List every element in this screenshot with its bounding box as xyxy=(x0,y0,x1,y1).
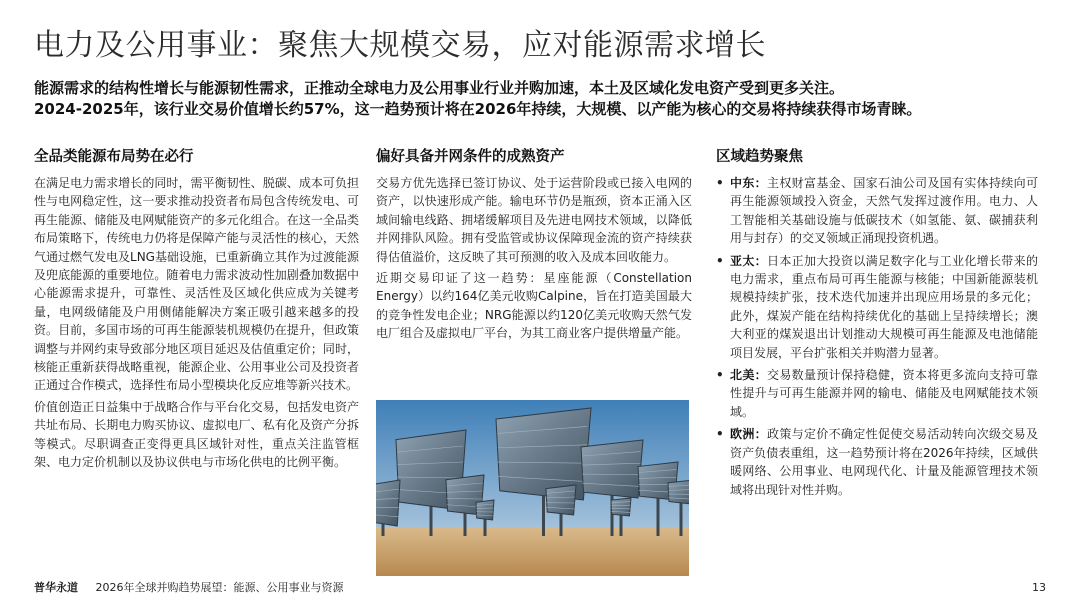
bullet-icon: • xyxy=(716,427,724,442)
subtitle-line-1: 能源需求的结构性增长与能源韧性需求，正推动全球电力及公用事业行业并购加速，本土及区域化发电资产受到更多关注。 xyxy=(34,79,845,97)
paragraph: 在满足电力需求增长的同时，需平衡韧性、脱碳、成本可负担性与电网稳定性，这一要求推动投资者布局包含传统发电、可再生能源、储能及电网赋能资产的多元化组合。在这一全品类布局策略下，传统电力仍将是保障产能与灵活性的核心，天然气通过燃气发电及LNG基础设施，已重新确立其作为过渡能源及兜底能源的重要地位。随着电力需求波动性加剧叠加数据中心能源需求提升，可靠性、灵活性及区域化供应成为关键考量，电网级储能及户用侧储能解决方案正吸引越来越多的投资。目前，多国市场的可再生能源装机规模仍在提升，但政策调整与并网约束导致部分地区项目延迟及估值重定价；同时，核能正重新获得战略重视，能源企业、公用事业公司及投资者正通过合作模式，选择性布局小型模块化反应堆等新兴技术。 xyxy=(34,176,359,393)
paragraph: 交易方优先选择已签订协议、处于运营阶段或已接入电网的资产，以快速形成产能。输电环节仍是瓶颈，资本正涌入区域间输电线路、拥堵缓解项目及先进电网技术领域，以降低并网排队风险。拥有受监管或协议保障现金流的资产持续获得估值溢价，这反映了其可预测的收入及成本回收能力。 xyxy=(376,176,692,264)
mirror-panel xyxy=(496,408,591,500)
region-label: 中东： xyxy=(730,176,767,190)
mirror-panel xyxy=(546,485,576,515)
solar-field-image xyxy=(376,400,689,576)
bullet-middle-east xyxy=(716,174,1038,248)
ground xyxy=(376,528,689,576)
subtitle-line-2: 2024-2025年，该行业交易价值增长约57%，这一趋势预计将在2026年持续，大规模、以产能为核心的交易将持续获得市场青睐。 xyxy=(34,100,922,118)
column-heading: 全品类能源布局势在必行 xyxy=(34,149,194,165)
bullet-icon: • xyxy=(716,253,724,268)
mirror-pole xyxy=(657,496,660,536)
bullet-icon: • xyxy=(716,176,724,190)
page-footer xyxy=(34,578,1054,598)
solar-mirrors-photo xyxy=(376,400,689,576)
bullet-europe xyxy=(716,425,1038,499)
region-text: 日本正加大投资以满足数字化与工业化增长带来的电力需求，重点布局可再生能源与核能；中国新能源装机规模持续扩张，技术迭代加速并出现应用场景的多元化；此外，煤炭产能在结构持续优化的基础上呈持续增长；澳大利亚的煤炭退出计划推动大规模可再生能源及电池储能项目发展，平台扩张相关并购潜力显著。 xyxy=(730,253,1038,360)
column-grid-assets xyxy=(376,147,692,346)
mirror-panel xyxy=(476,500,494,520)
footer-brand: 普华永道 xyxy=(34,581,78,594)
paragraph: 近期交易印证了这一趋势：星座能源（Constellation Energy）以约164亿美元收购Calpine，旨在打造美国最大的竞争性发电企业；NRG能源以约120亿美元收购天然气发电厂组合及虚拟电厂平台，为其工商业客户提供增量产能。 xyxy=(376,271,692,341)
bullet-asia-pacific xyxy=(716,252,1038,362)
footer-report-title: 2026年全球并购趋势展望：能源、公用事业与资源 xyxy=(95,581,344,594)
region-text: 主权财富基金、国家石油公司及国有实体持续向可再生能源领域投入资金，天然气发挥过渡作用。电力、人工智能相关基础设施与低碳技术（如氢能、氨、碳捕获利用与封存）的交叉领域正涌现投资机遇。 xyxy=(730,176,1038,246)
bullet-north-america xyxy=(716,366,1038,421)
mirror-pole xyxy=(560,511,563,536)
column-heading: 区域趋势聚焦 xyxy=(716,149,803,165)
page-title: 电力及公用事业：聚焦大规模交易，应对能源需求增长 xyxy=(34,28,766,63)
column-energy-portfolio xyxy=(34,147,359,475)
page-number: 13 xyxy=(1032,581,1046,594)
mirror-panel xyxy=(376,480,400,526)
column-regional-trends xyxy=(716,147,1038,503)
region-text: 政策与定价不确定性促使交易活动转向次级交易及资产负债表重组，这一趋势预计将在2026年持续，区域供暖网络、公用事业、电网现代化、计量及能源管理技术领域将出现针对性并购。 xyxy=(730,427,1038,497)
mirror-pole xyxy=(430,506,433,536)
mirror-pole xyxy=(680,500,683,536)
mirror-panel xyxy=(611,498,631,516)
regional-bullet-list xyxy=(716,174,1038,499)
paragraph: 价值创造正日益集中于战略合作与平台化交易，包括发电资产共址布局、长期电力购买协议、虚拟电厂、私有化及资产分拆等模式。尽职调查正变得更具区域针对性，重点关注监管框架、电力定价机制以及协议供电与市场化供电的比例平衡。 xyxy=(34,399,359,470)
region-label: 亚太： xyxy=(730,253,767,268)
mirror-pole xyxy=(542,496,545,536)
region-text: 交易数量预计保持稳健，资本将更多流向支持可靠性提升与可再生能源并网的输电、储能及电网赋能技术领域。 xyxy=(730,368,1038,419)
region-label: 欧洲： xyxy=(730,427,767,442)
mirror-panel xyxy=(581,440,643,498)
mirror-pole xyxy=(464,511,467,536)
page-subtitle xyxy=(34,78,1064,120)
region-label: 北美： xyxy=(730,368,767,383)
column-heading: 偏好具备并网条件的成熟资产 xyxy=(376,149,565,165)
bullet-icon: • xyxy=(716,368,724,383)
mirror-panel xyxy=(668,480,689,504)
